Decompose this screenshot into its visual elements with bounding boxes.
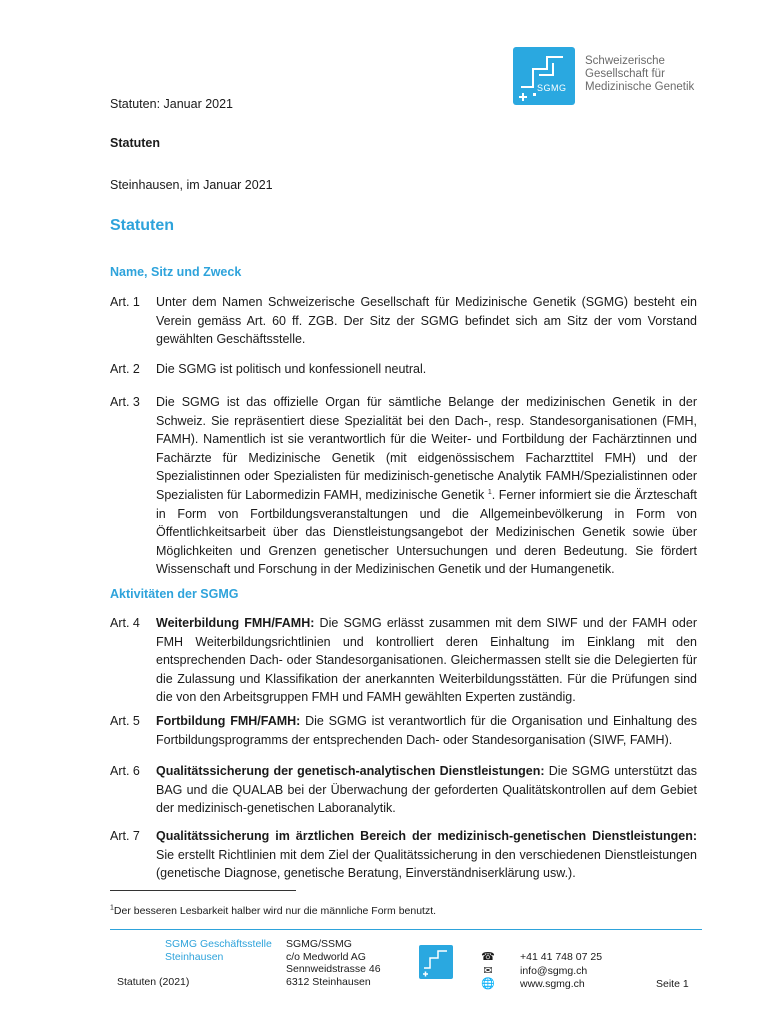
footnote: $^1$Der besseren Lesbarkeit halber wird nur die männliche Form benutzt. — [110, 904, 437, 917]
web-icon: 🌐 — [481, 978, 495, 990]
place-date: Steinhausen, im Januar 2021 — [110, 178, 273, 192]
email-icon: ✉ — [483, 965, 493, 977]
article-1-text: Unter dem Namen Schweizerische Gesellschaft für Medizinische Genetik (SGMG) besteht ein Verein gemäss Art. 60 ff. ZGB. Der Sitz der SGMG befindet sich am Sitz der vom Vorstand gewählten Geschäftsstelle. — [156, 295, 697, 347]
footer-logo — [419, 945, 453, 979]
footer-divider — [110, 929, 702, 930]
article-6-text: Qualitätssicherung der genetisch-analytischen Dienstleistungen: Die SGMG unterstützt das BAG und die QUALAB bei der Überwachung der geforderten Qualitätskontrollen auf dem Gebiet der medizinisch-genetischen Laboranalytik. — [156, 764, 697, 816]
doc-heading: Statuten — [110, 136, 160, 150]
logo-name: Schweizerische Gesellschaft für Medizinische Genetik — [585, 55, 695, 93]
page-title: Statuten — [110, 217, 174, 234]
article-number: Art. 3 — [110, 395, 140, 409]
section-heading-name: Name, Sitz und Zweck — [110, 265, 242, 279]
logo-dna-icon — [513, 47, 575, 105]
logo-mark — [513, 47, 575, 105]
footer-office: SGMG Geschäftsstelle Steinhausen — [165, 938, 272, 963]
article-number: Art. 4 — [110, 616, 140, 630]
article-3-text: Die SGMG ist das offizielle Organ für sämtliche Belange der medizinischen Genetik in der Schweiz. Sie repräsentiert diese Spezialität bei den Dach-, resp. Standesorganisationen (FMH, FAMH). Namentlich ist sie verantwortlich für die Weiter- und Fortbildung der Fachärztinnen und Fachärzte für Medizinische Genetik (mit eidgenössischem Facharzttitel FMH) und der Spezialistinnen oder Spezialisten für medizinisch-genetische Analytik FAMH/Spezialistinnen oder Spezialisten für Labormedizin FAMH, medizinische Genetik $^1$. Ferner informiert sie die Ärzteschaft in Form von Fortbildungsveranstaltungen und die Allgemeinbevölkerung in Form von Öffentlichkeitsarbeit über das Dienstleistungsangebot der Medizinischen Genetik sowie über Möglichkeiten und Grenzen genetischer Untersuchungen und deren Bedeutung. Sie fördert Wissenschaft und Forschung in der Medizinischen Genetik und der Humangenetik. — [156, 395, 697, 577]
article-5-text: Fortbildung FMH/FAMH: Die SGMG ist verantwortlich für die Organisation und Einhaltung des Fortbildungsprogramms der entsprechenden Dach- oder Standesorganisation (SIWF, FAMH). — [156, 714, 697, 747]
article-number: Art. 7 — [110, 829, 140, 843]
footer-doc: Statuten (2021) — [117, 976, 190, 988]
logo-abbr: SGMG — [537, 83, 567, 93]
footnote-divider — [110, 890, 296, 891]
section-heading-activities: Aktivitäten der SGMG — [110, 587, 239, 601]
article-2-text: Die SGMG ist politisch und konfessionell neutral. — [156, 362, 427, 376]
article-7-text: Qualitätssicherung im ärztlichen Bereich der medizinisch-genetischen Dienstleistungen: Sie erstellt Richtlinien mit dem Ziel der Qualitätssicherung in den verschiedenen Dienstleistungen (genetische Diagnose, genetische Beratung, Einverständniserklärung usw.). — [156, 829, 697, 881]
sgmg-logo — [513, 47, 703, 107]
article-number: Art. 2 — [110, 362, 140, 376]
footer-logo-icon — [419, 945, 453, 979]
footer-email[interactable]: info@sgmg.ch — [520, 965, 588, 977]
footer-phone: +41 41 748 07 25 — [520, 951, 603, 963]
article-number: Art. 6 — [110, 764, 140, 778]
footer-address: SGMG/SSMG c/o Medworld AG Sennweidstrasse 46 6312 Steinhausen — [286, 938, 381, 988]
footer-web[interactable]: www.sgmg.ch — [520, 978, 585, 990]
doc-label: Statuten: Januar 2021 — [110, 97, 234, 111]
page-number: Seite 1 — [656, 978, 689, 990]
article-number: Art. 5 — [110, 714, 140, 728]
footnote-ref[interactable]: 1 — [487, 488, 492, 496]
article-4-text: Weiterbildung FMH/FAMH: Die SGMG erlässt zusammen mit dem SIWF und der FAMH oder FMH Weiterbildungsrichtlinien und kontrolliert deren Einhaltung im Einklang mit den entsprechenden Dach- oder Standesorganisationen. Gleichermassen stellt sie die Delegierten für die Zulassung und Klassifikation der anerkannten Weiterbildungsstätten. Für die Prüfungen sind die von den Arbeitsgruppen FMH und FAMH gewählten Experten zuständig. — [156, 616, 697, 705]
phone-icon: ☎ — [481, 951, 495, 963]
article-number: Art. 1 — [110, 295, 140, 309]
